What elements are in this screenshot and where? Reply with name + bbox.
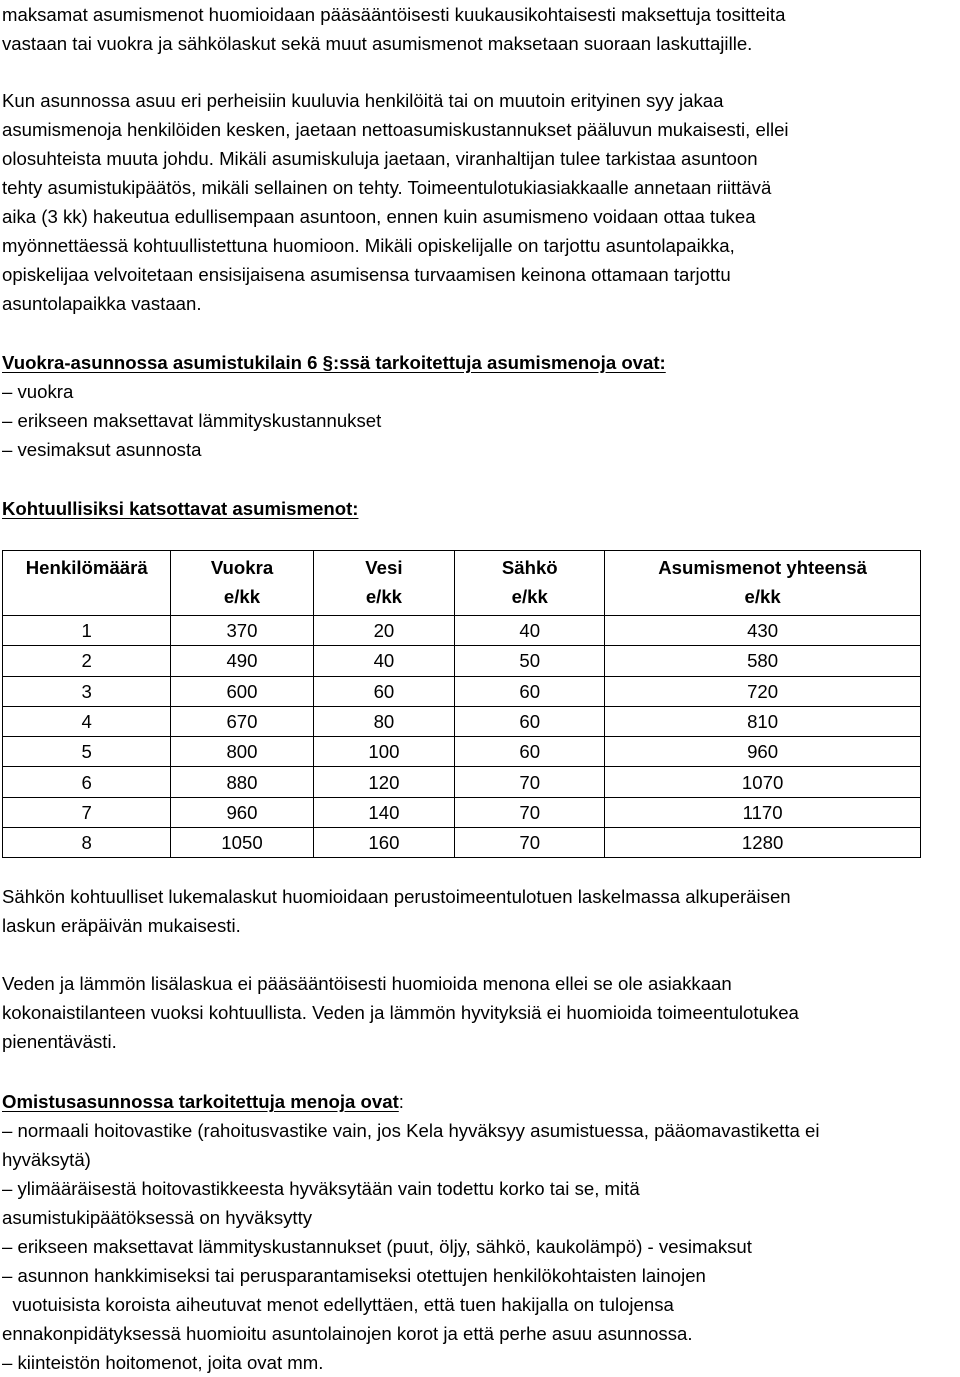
paragraph-line: asumismenoja henkilöiden kesken, jaetaan nettoasumiskustannukset pääluvun mukaisesti, ellei [2, 119, 789, 140]
cell-rent: 670 [171, 706, 313, 736]
header-water [313, 551, 455, 616]
cell-electricity: 60 [455, 706, 605, 736]
owner-line: hyväksytä) [2, 1149, 91, 1170]
table-row [3, 706, 921, 736]
cell-persons: 3 [3, 676, 171, 706]
header-unit: e/kk [223, 586, 261, 607]
cell-persons: 8 [3, 828, 171, 858]
electricity-line: laskun eräpäivän mukaisesti. [2, 915, 241, 936]
cell-persons: 2 [3, 646, 171, 676]
rental-item: – vuokra [2, 381, 74, 402]
header-total [605, 551, 921, 616]
header-title: Henkilömäärä [25, 557, 148, 578]
cell-water: 100 [313, 737, 455, 767]
cell-persons: 1 [3, 616, 171, 646]
cell-electricity: 70 [455, 767, 605, 797]
paragraph-line: asuntolapaikka vastaan. [2, 293, 202, 314]
cell-water: 40 [313, 646, 455, 676]
cell-total: 1280 [605, 828, 921, 858]
paragraph-line: opiskelijaa velvoitetaan ensisijaisena asumisensa turvaamisen keinona ottamaan tarjottu [2, 264, 731, 285]
cell-water: 160 [313, 828, 455, 858]
rental-heading [2, 348, 666, 377]
cell-total: 580 [605, 646, 921, 676]
header-title: Vesi [365, 557, 403, 578]
housing-costs-table [2, 550, 921, 858]
cell-electricity: 60 [455, 676, 605, 706]
rental-item: – erikseen maksettavat lämmityskustannukset [2, 410, 382, 431]
paragraph-line: Kun asunnossa asuu eri perheisiin kuuluvia henkilöitä tai on muutoin erityinen syy jakaa [2, 90, 724, 111]
header-title: Sähkö [501, 557, 558, 578]
water-line: Veden ja lämmön lisälaskua ei pääsääntöisesti huomioida menona ellei se ole asiakkaan [2, 973, 732, 994]
cell-total: 810 [605, 706, 921, 736]
cell-persons: 7 [3, 797, 171, 827]
cell-rent: 600 [171, 676, 313, 706]
table-row [3, 737, 921, 767]
cell-electricity: 70 [455, 797, 605, 827]
owner-line: vuotuisista koroista aiheutuvat menot edellyttäen, että tuen hakijalla on tulojensa [2, 1294, 674, 1315]
cell-total: 1170 [605, 797, 921, 827]
cell-electricity: 40 [455, 616, 605, 646]
table-row [3, 767, 921, 797]
intro-line: vastaan tai vuokra ja sähkölaskut sekä muut asumismenot maksetaan suoraan laskuttajille. [2, 33, 753, 54]
owner-line: asumistukipäätöksessä on hyväksytty [2, 1207, 313, 1228]
table-header-row [3, 551, 921, 616]
owner-line: – normaali hoitovastike (rahoitusvastike vain, jos Kela hyväksyy asumistuessa, pääomavastiketta ei [2, 1120, 820, 1141]
cell-water: 120 [313, 767, 455, 797]
owner-heading-suffix: : [398, 1091, 404, 1112]
header-title: Asumismenot yhteensä [658, 557, 867, 578]
owner-line: – asunnon hankkimiseksi tai perusparantamiseksi otettujen henkilökohtaisten lainojen [2, 1265, 706, 1286]
electricity-line: Sähkön kohtuulliset lukemalaskut huomioidaan perustoimeentulotuen laskelmassa alkuperäisen [2, 886, 791, 907]
cell-water: 60 [313, 676, 455, 706]
reasonable-heading-text: Kohtuullisiksi katsottavat asumismenot: [2, 498, 359, 519]
cell-rent: 490 [171, 646, 313, 676]
cell-water: 20 [313, 616, 455, 646]
owner-line: – erikseen maksettavat lämmityskustannukset (puut, öljy, sähkö, kaukolämpö) - vesimaksut [2, 1236, 752, 1257]
owner-line: – kiinteistön hoitomenot, joita ovat mm. [2, 1352, 324, 1373]
paragraph-line: myönnettäessä kohtuullistettuna huomioon. Mikäli opiskelijalle on tarjottu asuntolapaikka, [2, 235, 735, 256]
header-persons [3, 551, 171, 616]
intro-line: maksamat asumismenot huomioidaan pääsääntöisesti kuukausikohtaisesti maksettuja tositteita [2, 4, 786, 25]
header-unit: e/kk [511, 586, 548, 607]
rental-item: – vesimaksut asunnosta [2, 439, 202, 460]
table-row [3, 676, 921, 706]
cell-water: 140 [313, 797, 455, 827]
cell-electricity: 60 [455, 737, 605, 767]
table-row [3, 616, 921, 646]
table-row [3, 646, 921, 676]
owner-line: – ylimääräisestä hoitovastikkeesta hyväksytään vain todettu korko tai se, mitä [2, 1178, 640, 1199]
header-title: Vuokra [210, 557, 274, 578]
cell-water: 80 [313, 706, 455, 736]
cell-persons: 5 [3, 737, 171, 767]
reasonable-heading [2, 494, 358, 523]
header-unit: e/kk [365, 586, 403, 607]
cell-total: 430 [605, 616, 921, 646]
cell-rent: 370 [171, 616, 313, 646]
water-line: pienentävästi. [2, 1031, 117, 1052]
owner-heading-text: Omistusasunnossa tarkoitettuja menoja ovat [2, 1091, 399, 1112]
cell-rent: 960 [171, 797, 313, 827]
cell-total: 720 [605, 676, 921, 706]
cell-rent: 800 [171, 737, 313, 767]
header-rent [171, 551, 313, 616]
table-row [3, 828, 921, 858]
header-electricity [455, 551, 605, 616]
owner-line: ennakonpidätyksessä huomioitu asuntolainojen korot ja että perhe asuu asunnossa. [2, 1323, 693, 1344]
cell-rent: 1050 [171, 828, 313, 858]
table-row [3, 797, 921, 827]
water-line: kokonaistilanteen vuoksi kohtuullista. Veden ja lämmön hyvityksiä ei huomioida toimeentulotukea [2, 1002, 799, 1023]
paragraph-line: olosuhteista muuta johdu. Mikäli asumiskuluja jaetaan, viranhaltijan tulee tarkistaa asuntoon [2, 148, 758, 169]
cell-total: 1070 [605, 767, 921, 797]
cell-electricity: 70 [455, 828, 605, 858]
header-unit: e/kk [744, 586, 781, 607]
owner-heading [2, 1087, 404, 1116]
cell-total: 960 [605, 737, 921, 767]
rental-heading-text: Vuokra-asunnossa asumistukilain 6 §:ssä tarkoitettuja asumismenoja ovat: [2, 352, 666, 373]
paragraph-line: tehty asumistukipäätös, mikäli sellainen on tehty. Toimeentulotukiasiakkaalle annetaan riittävä [2, 177, 772, 198]
cell-electricity: 50 [455, 646, 605, 676]
paragraph-line: aika (3 kk) hakeutua edullisempaan asuntoon, ennen kuin asumismeno voidaan ottaa tukea [2, 206, 756, 227]
cell-persons: 4 [3, 706, 171, 736]
cell-persons: 6 [3, 767, 171, 797]
cell-rent: 880 [171, 767, 313, 797]
